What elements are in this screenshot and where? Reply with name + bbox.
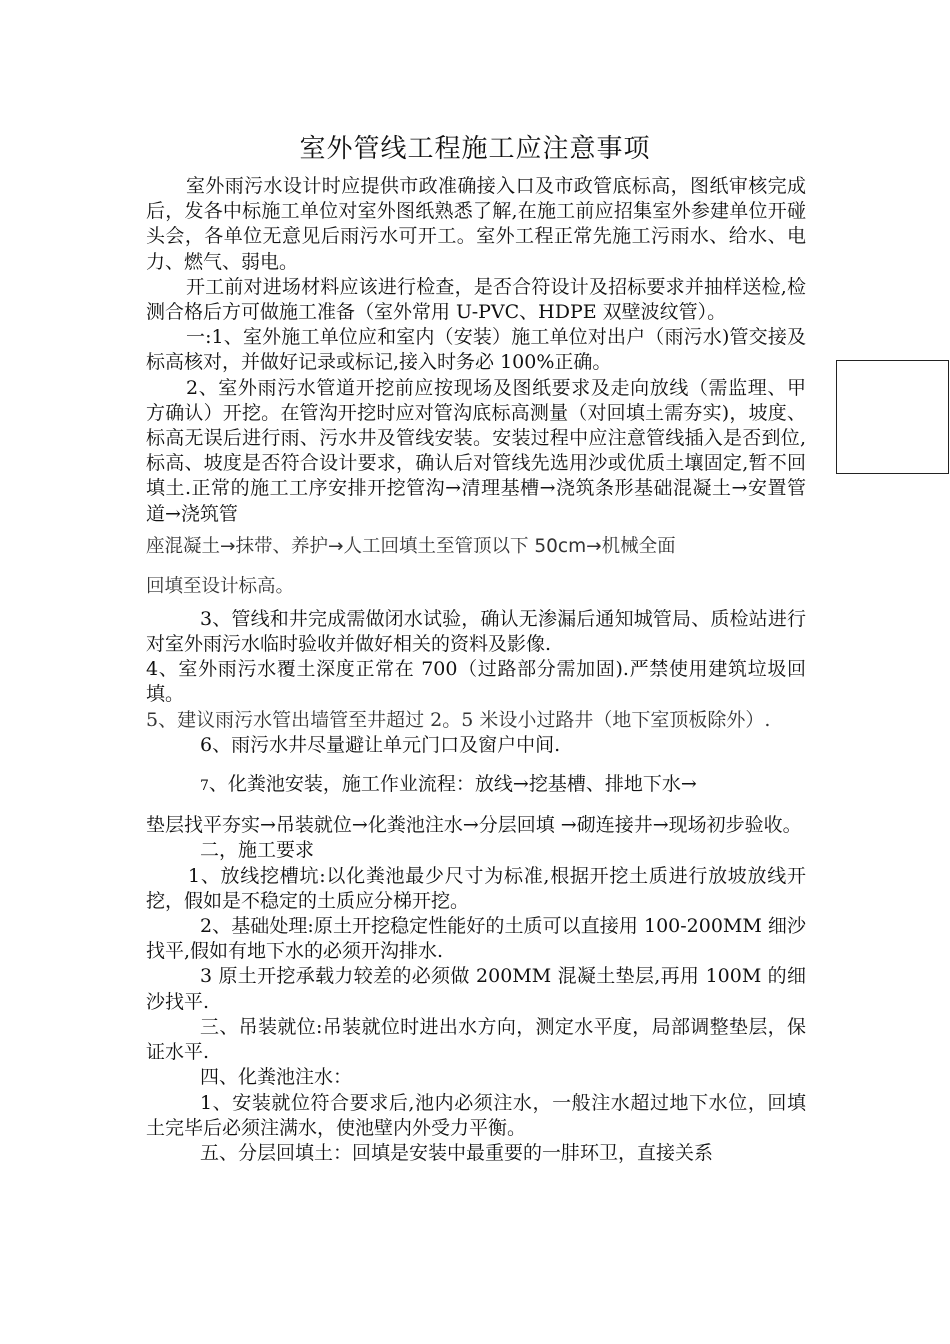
section-heading-3: 三、吊装就位:吊装就位时进出水方向，测定水平度，局部调整垫层，保证水平. <box>146 1015 806 1064</box>
margin-box <box>836 360 949 474</box>
paragraph-stakeout: 1、放线挖槽坑:以化粪池最少尺寸为标准,根据开挖土质进行放坡放线开挖，假如是不稳定的土质应分梯开挖。 <box>146 864 806 912</box>
paragraph-item-7 <box>146 772 806 799</box>
document-body <box>146 174 806 1166</box>
section-heading-5: 五、分层回填土：回填是安装中最重要的一肨环卫，直接关系 <box>200 1141 714 1164</box>
paragraph-item-6: 6、雨污水井尽量避让单元门口及窗户中间. <box>200 733 561 756</box>
paragraph-design-requirements: 室外雨污水设计时应提供市政准确接入口及市政管底标高，图纸审核完成后，发各中标施工单位对室外图纸熟悉了解,在施工前应招集室外参建单位开碰头会，各单位无意见后雨污水可开工。室外工程正常先施工污雨水、给水、电力、燃气、弱电。 <box>146 175 806 273</box>
paragraph-water-filling: 1、安装就位符合要求后,池内必须注水，一般注水超过地下水位，回填土完毕后必须注满水，使池壁内外受力平衡。 <box>146 1091 806 1139</box>
paragraph-item-3: 3、管线和井完成需做闭水试验，确认无渗漏后通知城管局、质检站进行对室外雨污水临时验收并做好相关的资料及影像. <box>146 607 806 656</box>
document-title: 室外管线工程施工应注意事项 <box>299 134 651 164</box>
section-heading-4: 四、化粪池注水： <box>200 1066 353 1089</box>
paragraph-item-2: 2、室外雨污水管道开挖前应按现场及图纸要求及走向放线（需监理、甲方确认）开挖。在管沟开挖时应对管沟底标高测量（对回填土需夯实)，坡度、标高无误后进行雨、污水井及管线安装。安装过程中应注意管线插入是否到位,标高、坡度是否符合设计要求，确认后对管线先选用沙或优质土壤固定,暂不回填土.正常的施工工序安排开挖管沟→清理基槽→浇筑条形基础混凝土→安置管道→浇筑管 <box>146 376 806 525</box>
paragraph-item-5: 5、建议雨污水管出墙管至井超过 2。5 米设小过路井（地下室顶板除外）. <box>146 708 771 731</box>
paragraph-item-2-continued: 座混凝土→抹带、养护→人工回填土至管顶以下 50cm→机械全面 <box>146 535 676 557</box>
item-7-text: 、化粪池安装，施工作业流程：放线→挖基槽、排地下水→ <box>208 773 697 796</box>
paragraph-item-4: 4、室外雨污水覆土深度正常在 700（过路部分需加固).严禁使用建筑垃圾回填。 <box>146 658 806 706</box>
paragraph-bedding: 3 原土开挖承载力较差的必须做 200MM 混凝土垫层,再用 100M 的细沙找平. <box>146 965 806 1013</box>
item-7-number: 7 <box>200 778 209 795</box>
paragraph-item-2-end: 回填至设计标高。 <box>146 575 295 597</box>
paragraph-item-1: 一:1、室外施工单位应和室内（安装）施工单位对出户（雨污水)管交接及标高核对，并做好记录或标记,接入时务必 100%正确。 <box>146 326 806 374</box>
paragraph-foundation: 2、基础处理:原土开挖稳定性能好的土质可以直接用 100-200MM 细沙找平,假如有地下水的必须开沟排水. <box>146 915 806 963</box>
section-heading-2: 二，施工要求 <box>200 839 315 862</box>
paragraph-material-inspection: 开工前对进场材料应该进行检查，是否合符设计及招标要求并抽样送检,检测合格后方可做施工准备（室外常用 U-PVC、HDPE 双壁波纹管）。 <box>146 275 806 324</box>
paragraph-item-7-continued: 垫层找平夯实→吊装就位→化粪池注水→分层回填 →砌连接井→现场初步验收。 <box>146 814 802 837</box>
